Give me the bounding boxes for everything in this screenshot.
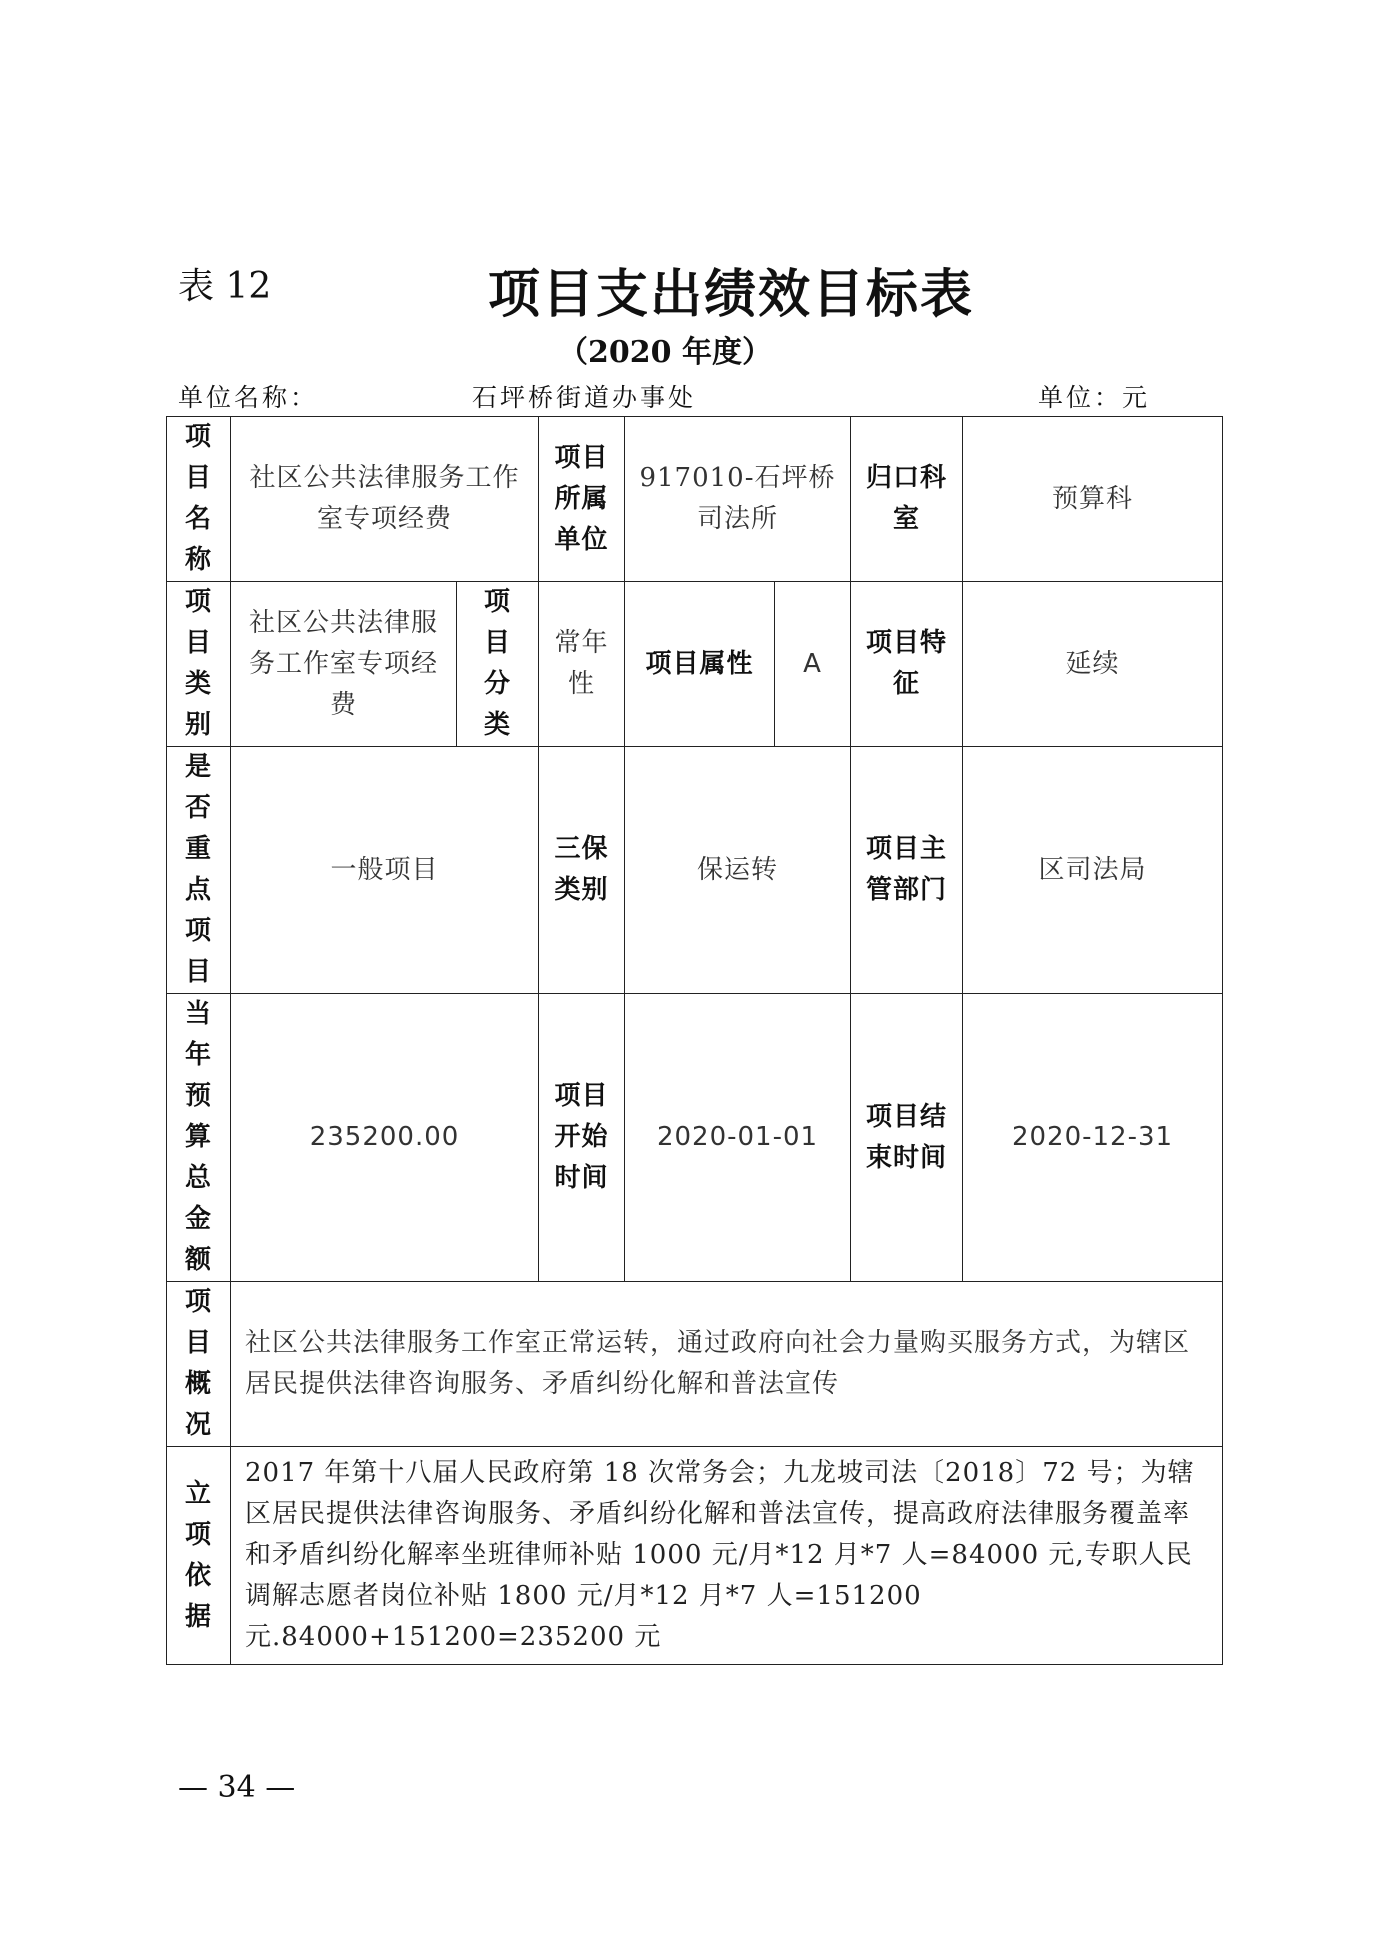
label-end-time: 项目结束时间 [851, 994, 963, 1282]
currency-unit: 单位：元 [1038, 383, 1151, 412]
start-time-value: 2020-01-01 [625, 994, 851, 1282]
page-title: 项目支出绩效目标表 [488, 265, 975, 325]
row-basis [167, 1447, 1223, 1665]
label-project-class: 项 目 分 类 [457, 582, 539, 747]
label-budget: 当 年 预 算 总 金 额 [167, 994, 231, 1282]
unit-name-label: 单位名称： [178, 383, 319, 412]
overview-value: 社区公共法律服务工作室正常运转，通过政府向社会力量购买服务方式，为辖区居民提供法律咨询服务、矛盾纠纷化解和普法宣传 [231, 1282, 1223, 1447]
label-project-attr: 项目属性 [625, 582, 775, 747]
label-dept: 归口科室 [851, 417, 963, 582]
row-key-project [167, 747, 1223, 994]
row-budget [167, 994, 1223, 1282]
dept-value: 预算科 [963, 417, 1223, 582]
end-time-value: 2020-12-31 [963, 994, 1223, 1282]
label-project-feature: 项目特征 [851, 582, 963, 747]
label-sanbao: 三保类别 [539, 747, 625, 994]
supervising-dept-value: 区司法局 [963, 747, 1223, 994]
label-basis: 立 项 依 据 [167, 1447, 231, 1665]
label-supervising-dept: 项目主管部门 [851, 747, 963, 994]
project-attr-value: A [775, 582, 851, 747]
label-start-time: 项目开始时间 [539, 994, 625, 1282]
project-class-value: 常年性 [539, 582, 625, 747]
budget-value: 235200.00 [231, 994, 539, 1282]
project-owner-value: 917010-石坪桥司法所 [625, 417, 851, 582]
page-number: — 34 — [178, 1770, 296, 1805]
project-feature-value: 延续 [963, 582, 1223, 747]
key-project-value: 一般项目 [231, 747, 539, 994]
label-key-project: 是 否 重 点 项 目 [167, 747, 231, 994]
unit-name-value: 石坪桥街道办事处 [472, 383, 697, 412]
row-overview [167, 1282, 1223, 1447]
row-project-category [167, 582, 1223, 747]
project-name-value: 社区公共法律服务工作室专项经费 [231, 417, 539, 582]
row-project-name [167, 417, 1223, 582]
project-category-value: 社区公共法律服务工作室专项经费 [231, 582, 457, 747]
label-project-name: 项 目 名 称 [167, 417, 231, 582]
label-overview: 项 目 概 况 [167, 1282, 231, 1447]
label-project-category: 项 目 类 别 [167, 582, 231, 747]
table-number: 表 12 [178, 266, 272, 307]
sanbao-value: 保运转 [625, 747, 851, 994]
label-project-owner: 项目所属单位 [539, 417, 625, 582]
basis-value: 2017 年第十八届人民政府第 18 次常务会；九龙坡司法〔2018〕72 号；为辖区居民提供法律咨询服务、矛盾纠纷化解和普法宣传，提高政府法律服务覆盖率和矛盾纠纷化解率坐班律师补贴 1000 元/月*12 月*7 人=84000 元,专职人民调解志愿者岗位补贴 1800 元/月*12 月*7 人=151200 元.84000+151200=235200 元 [231, 1447, 1223, 1665]
performance-target-table [166, 416, 1223, 1665]
year-subtitle: （2020 年度） [558, 335, 772, 370]
